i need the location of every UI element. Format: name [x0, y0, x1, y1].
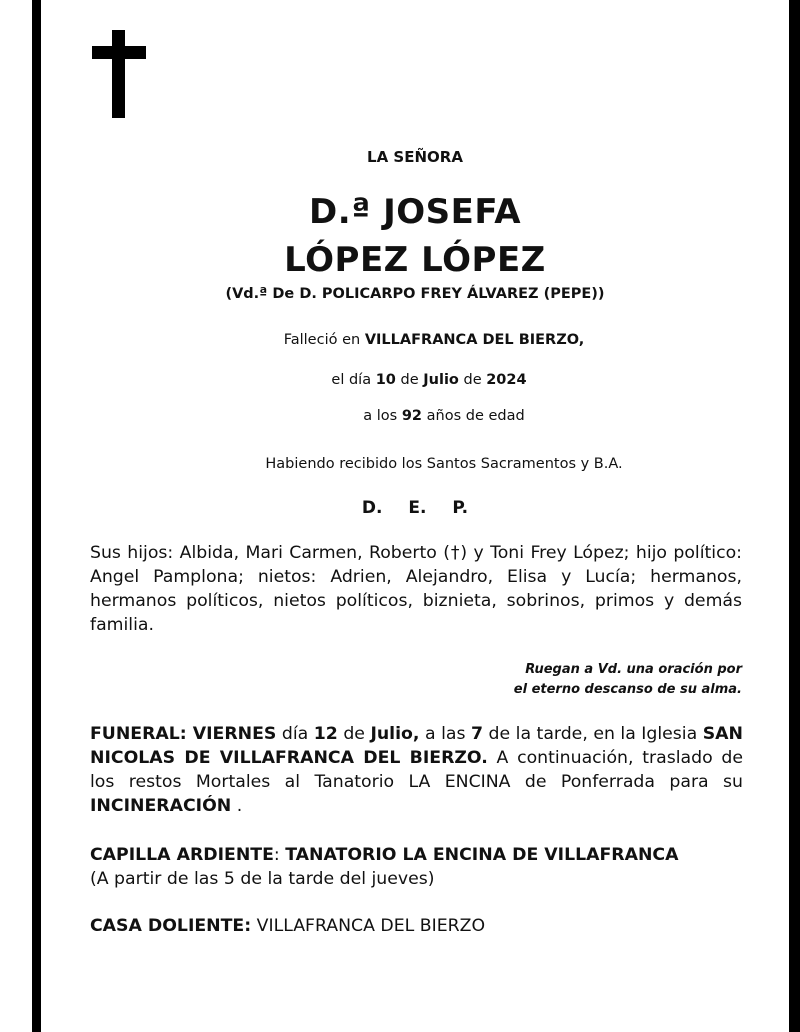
cross-icon [92, 30, 146, 118]
right-border [789, 0, 800, 1032]
death-place-line: Falleció en VILLAFRANCA DEL BIERZO, [283, 332, 585, 348]
dep: D. E. P. [361, 498, 469, 518]
widow-of: (Vd.ª De D. POLICARPO FREY ÁLVAREZ (PEPE)) [225, 286, 605, 302]
death-date-line: el día 10 de Julio de 2024 [331, 372, 527, 388]
deceased-name-last: LÓPEZ LÓPEZ [284, 240, 546, 280]
left-border [32, 0, 41, 1032]
casa-doliente: CASA DOLIENTE: VILLAFRANCA DEL BIERZO [90, 916, 486, 936]
prayer-request: Ruegan a Vd. una oración por el eterno descanso de su alma. [513, 662, 742, 697]
funeral-info: FUNERAL: VIERNES día 12 de Julio, a las 7 de la tarde, en la Iglesia SAN NICOLAS DE VILLAFRANCA DEL BIERZO. A continuación, traslado de los restos Mortales al Tanatorio LA ENCINA de Ponferrada para su INCINERACIÓN . [90, 724, 744, 816]
title: LA SEÑORA [367, 148, 463, 166]
capilla-ardiente: CAPILLA ARDIENTE: TANATORIO LA ENCINA DE VILLAFRANCA (A partir de las 5 de la tarde del jueves) [90, 845, 679, 889]
family-text: Sus hijos: Albida, Mari Carmen, Roberto (†) y Toni Frey López; hijo político: Angel Pamplona; nietos: Adrien, Alejandro, Elisa y Lucía; hermanos, hermanos políticos, nietos políticos, biznieta, sobrinos, primos y demás familia. [90, 543, 742, 635]
deceased-name-first: D.ª JOSEFA [308, 192, 522, 232]
sacraments-line: Habiendo recibido los Santos Sacramentos y B.A. [265, 456, 623, 472]
age-line: a los 92 años de edad [363, 408, 525, 424]
